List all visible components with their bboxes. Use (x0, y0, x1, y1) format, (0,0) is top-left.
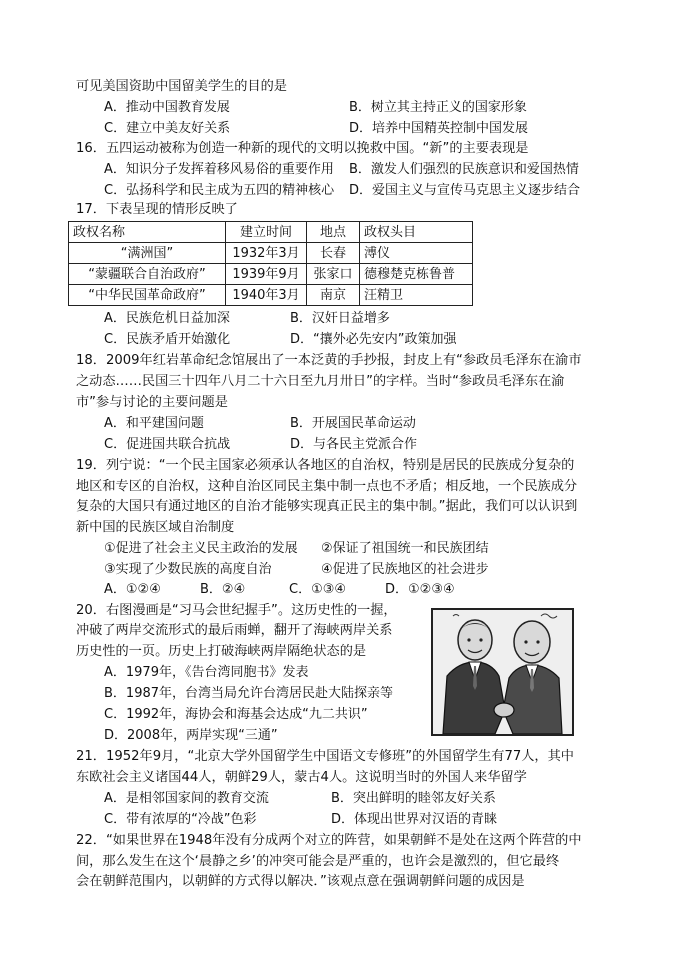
q19-stem-line4: 新中国的民族区域自治制度 (76, 520, 235, 535)
q15-option-d: D．培养中国精英控制中国发展 (349, 121, 529, 136)
q20-stem-line2: 冲破了两岸交流形式的最后雨蝉，翻开了海峡两岸关系 (76, 623, 393, 638)
handshake-illustration-icon (433, 610, 572, 734)
q15-option-b: B．树立其主持正义的国家形象 (349, 100, 527, 115)
regimes-table (68, 221, 473, 306)
handshake-cartoon-image (431, 608, 574, 736)
table-header-cell: 建立时间 (226, 222, 307, 243)
q18-option-a: A．和平建国问题 (104, 416, 204, 431)
q16-option-a: A．知识分子发挥着移风易俗的重要作用 (104, 162, 334, 177)
table-row (69, 264, 473, 285)
table-cell: 德穆楚克栋鲁普 (360, 264, 473, 285)
q20-option-c: C．1992年，海协会和海基会达成“九二共识” (104, 707, 368, 722)
q19-item-1: ①促进了社会主义民主政治的发展 (104, 541, 298, 556)
q22-stem-line3: 会在朝鲜范围内，以朝鲜的方式得以解决．”该观点意在强调朝鲜问题的成因是 (76, 874, 525, 889)
q16-option-c: C．弘扬科学和民主成为五四的精神核心 (104, 183, 335, 198)
q22-stem-line1: 22．“如果世界在1948年没有分成两个对立的阵营，如果朝鲜不是处在这两个阵营的中 (76, 833, 582, 848)
q19-option-b: B．②④ (200, 582, 246, 597)
table-cell: 1932年3月 (226, 243, 307, 264)
q19-item-3: ③实现了少数民族的高度自治 (104, 562, 272, 577)
q19-stem-line3: 复杂的大国只有通过地区的自治才能够实现真正民主的集中制。”据此，我们可以认识到 (76, 499, 578, 514)
table-header-cell: 地点 (307, 222, 360, 243)
q21-option-b: B．突出鲜明的睦邻友好关系 (331, 791, 496, 806)
table-cell: 张家口 (307, 264, 360, 285)
q21-stem-line1: 21．1952年9月，“北京大学外国留学生中国语文专修班”的外国留学生有77人，其中 (76, 749, 574, 764)
q19-option-a: A．①②④ (104, 582, 161, 597)
q17-option-c: C．民族矛盾开始激化 (104, 332, 231, 347)
q15-option-c: C．建立中美友好关系 (104, 121, 231, 136)
q18-option-d: D．与各民主党派合作 (290, 437, 418, 452)
q16-stem: 16．五四运动被称为创造一种新的现代的文明以挽救中国。“新”的主要表现是 (76, 141, 529, 156)
q21-option-c: C．带有浓厚的“冷战”色彩 (104, 812, 257, 827)
q15-option-a: A．推动中国教育发展 (104, 100, 230, 115)
table-header-row (69, 222, 473, 243)
q18-stem-line2: 之动态……民国三十四年八月二十六日至九月卅日”的字样。当时“参政员毛泽东在渝 (76, 374, 565, 389)
q16-option-b: B．激发人们强烈的民族意识和爱国热情 (349, 162, 579, 177)
q17-stem: 17．下表呈现的情形反映了 (76, 202, 238, 217)
table-cell: “中华民国革命政府” (69, 285, 226, 306)
table-cell: “满洲国” (69, 243, 226, 264)
table-cell: 南京 (307, 285, 360, 306)
table-cell: 长春 (307, 243, 360, 264)
q18-option-c: C．促进国共联合抗战 (104, 437, 231, 452)
q20-stem-line3: 历史性的一页。历史上打破海峡两岸隔绝状态的是 (76, 644, 367, 659)
q20-option-a: A．1979年，《告台湾同胞书》发表 (104, 665, 309, 680)
table-row (69, 243, 473, 264)
q19-option-d: D．①②③④ (385, 582, 455, 597)
q19-item-4: ④促进了民族地区的社会进步 (321, 562, 489, 577)
q18-stem-line1: 18．2009年红岩革命纪念馆展出了一本泛黄的手抄报，封皮上有“参政员毛泽东在渝市 (76, 353, 582, 368)
q17-option-d: D．“攘外必先安内”政策加强 (290, 332, 457, 347)
table-cell: 溥仪 (360, 243, 473, 264)
table-row (69, 285, 473, 306)
table-header-cell: 政权名称 (69, 222, 226, 243)
q17-option-b: B．汉奸日益增多 (290, 311, 390, 326)
q19-stem-line1: 19．列宁说：“一个民主国家必须承认各地区的自治权，特别是居民的民族成分复杂的 (76, 458, 575, 473)
q22-stem-line2: 间，那么发生在这个‘晨静之乡’的冲突可能会是严重的，也许会是激烈的，但它最终 (76, 854, 560, 869)
table-header-cell: 政权头目 (360, 222, 473, 243)
q19-option-c: C．①③④ (289, 582, 347, 597)
q20-stem-line1: 20．右图漫画是“习马会世纪握手”。这历史性的一握， (76, 603, 397, 618)
q16-option-d: D．爱国主义与宣传马克思主义逐步结合 (349, 183, 581, 198)
q18-option-b: B．开展国民革命运动 (290, 416, 416, 431)
q21-option-a: A．是相邻国家间的教育交流 (104, 791, 269, 806)
q20-option-b: B．1987年，台湾当局允许台湾居民赴大陆探亲等 (104, 686, 394, 701)
q20-option-d: D．2008年，两岸实现“三通” (104, 728, 278, 743)
table-cell: 1939年9月 (226, 264, 307, 285)
q21-stem-line2: 东欧社会主义诸国44人，朝鲜29人，蒙古4人。这说明当时的外国人来华留学 (76, 770, 527, 785)
q19-item-2: ②保证了祖国统一和民族团结 (321, 541, 489, 556)
table-cell: 汪精卫 (360, 285, 473, 306)
q19-stem-line2: 地区和专区的自治权，这种自治区同民主集中制一点也不矛盾；相反地，一个民族成分 (76, 479, 578, 494)
q15-stem-tail: 可见美国资助中国留美学生的目的是 (76, 79, 287, 94)
table-cell: 1940年3月 (226, 285, 307, 306)
q18-stem-line3: 市”参与讨论的主要问题是 (76, 395, 228, 410)
table-cell: “蒙疆联合自治政府” (69, 264, 226, 285)
q21-option-d: D．体现出世界对汉语的青睐 (331, 812, 498, 827)
q17-option-a: A．民族危机日益加深 (104, 311, 230, 326)
